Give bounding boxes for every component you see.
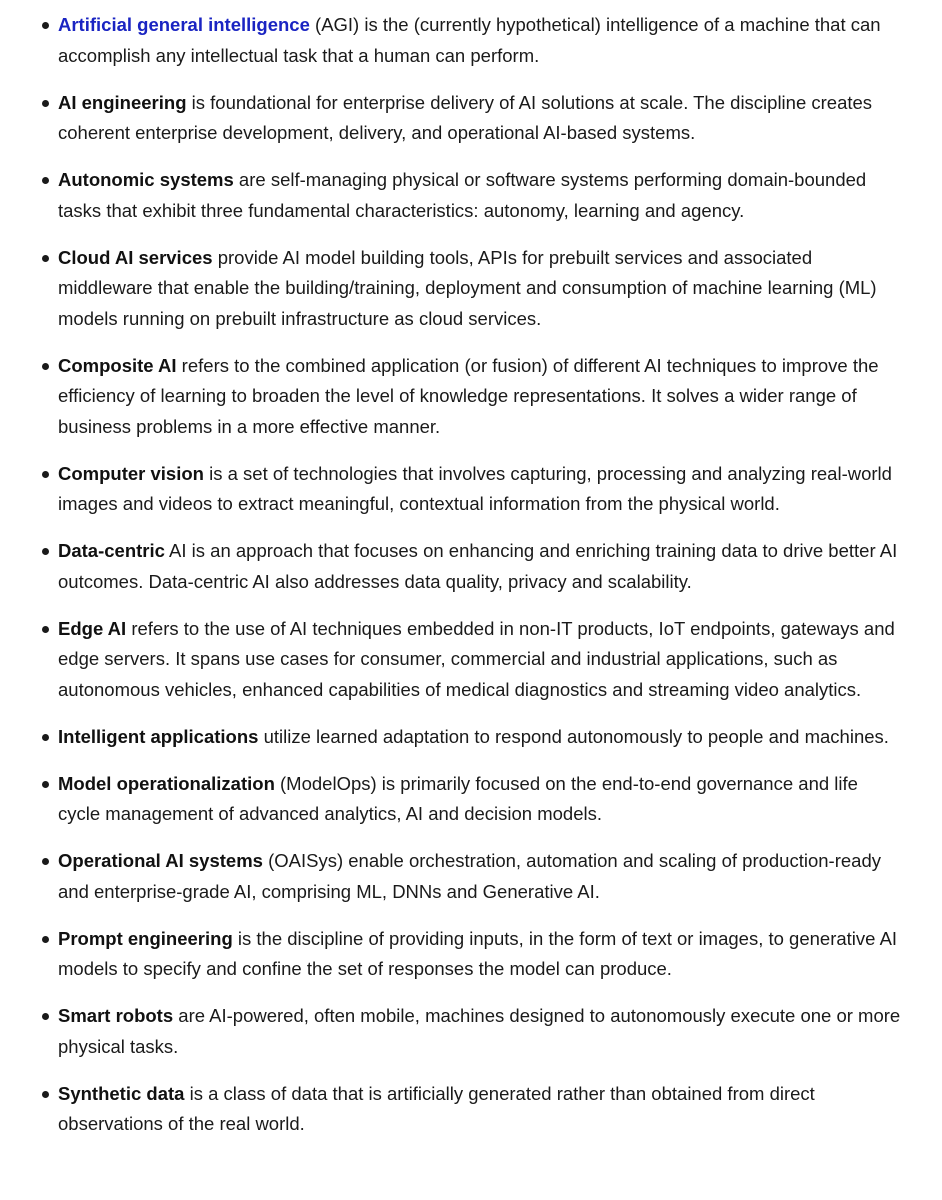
list-item: [58, 846, 902, 907]
term-link[interactable]: Artificial general intelligence: [58, 14, 310, 35]
list-item: [58, 722, 902, 753]
list-item: [58, 459, 902, 520]
term-description: are AI-powered, often mobile, machines designed to autonomously execute one or more physical tasks.: [58, 1005, 901, 1057]
term-description: refers to the use of AI techniques embedded in non-IT products, IoT endpoints, gateways and edge servers. It spans use cases for consumer, commercial and industrial applications, such as autonomous vehicles, enhanced capabilities of medical diagnostics and streaming video analytics.: [58, 617, 895, 700]
list-item: [58, 924, 902, 985]
term: Edge AI: [58, 617, 127, 639]
term: Data-centric: [58, 540, 165, 561]
list-item: [58, 165, 902, 226]
list-item: [58, 536, 902, 597]
list-item: [58, 769, 902, 830]
list-item: [58, 88, 902, 149]
list-item: [58, 243, 902, 335]
term-description: AI is an approach that focuses on enhancing and enriching training data to drive better AI outcomes. Data-centric AI also addresses data quality, privacy and scalability.: [58, 540, 898, 592]
list-item: [58, 351, 902, 443]
term-description: refers to the combined application (or fusion) of different AI techniques to improve the efficiency of learning to broaden the level of knowledge representations. It solves a wider range of business problems in a more effective manner.: [58, 354, 879, 437]
list-item: [58, 1079, 902, 1140]
term: Composite AI: [58, 354, 177, 376]
term: Model operationalization: [58, 772, 275, 794]
term-description: are self-managing physical or software systems performing domain-bounded tasks that exhibit three fundamental characteristics: autonomy, learning and agency.: [58, 169, 867, 221]
term-description: is foundational for enterprise delivery of AI solutions at scale. The discipline creates coherent enterprise development, delivery, and operational AI-based systems.: [58, 91, 873, 143]
term: Synthetic data: [58, 1082, 185, 1104]
term-description: (AGI) is the (currently hypothetical) intelligence of a machine that can accomplish any intellectual task that a human can perform.: [58, 14, 881, 66]
term: Cloud AI services: [58, 246, 213, 268]
term-description: is the discipline of providing inputs, in the form of text or images, to generative AI models to specify and confine the set of responses the model can produce.: [58, 927, 898, 979]
term: Operational AI systems: [58, 850, 263, 871]
term-description: utilize learned adaptation to respond autonomously to people and machines.: [258, 725, 889, 747]
list-item: [58, 1001, 902, 1062]
list-item: [58, 10, 902, 71]
list-item: [58, 614, 902, 706]
term: Prompt engineering: [58, 927, 233, 949]
term: AI engineering: [58, 91, 187, 113]
term-description: is a class of data that is artificially generated rather than obtained from direct observations of the real world.: [58, 1082, 815, 1134]
term-description: (OAISys) enable orchestration, automation and scaling of production-ready and enterprise-grade AI, comprising ML, DNNs and Generative AI.: [58, 850, 881, 902]
term: Smart robots: [58, 1005, 174, 1026]
term: Autonomic systems: [58, 169, 234, 190]
term: Intelligent applications: [58, 725, 259, 747]
term-description: (ModelOps) is primarily focused on the end-to-end governance and life cycle management of advanced analytics, AI and decision models.: [58, 772, 858, 824]
term-description: provide AI model building tools, APIs for prebuilt services and associated middleware that enable the building/training, deployment and consumption of machine learning (ML) models running on prebuilt infrastructure as cloud services.: [58, 246, 877, 329]
term: Computer vision: [58, 462, 204, 484]
term-description: is a set of technologies that involves capturing, processing and analyzing real-world images and videos to extract meaningful, contextual information from the physical world.: [58, 462, 892, 514]
